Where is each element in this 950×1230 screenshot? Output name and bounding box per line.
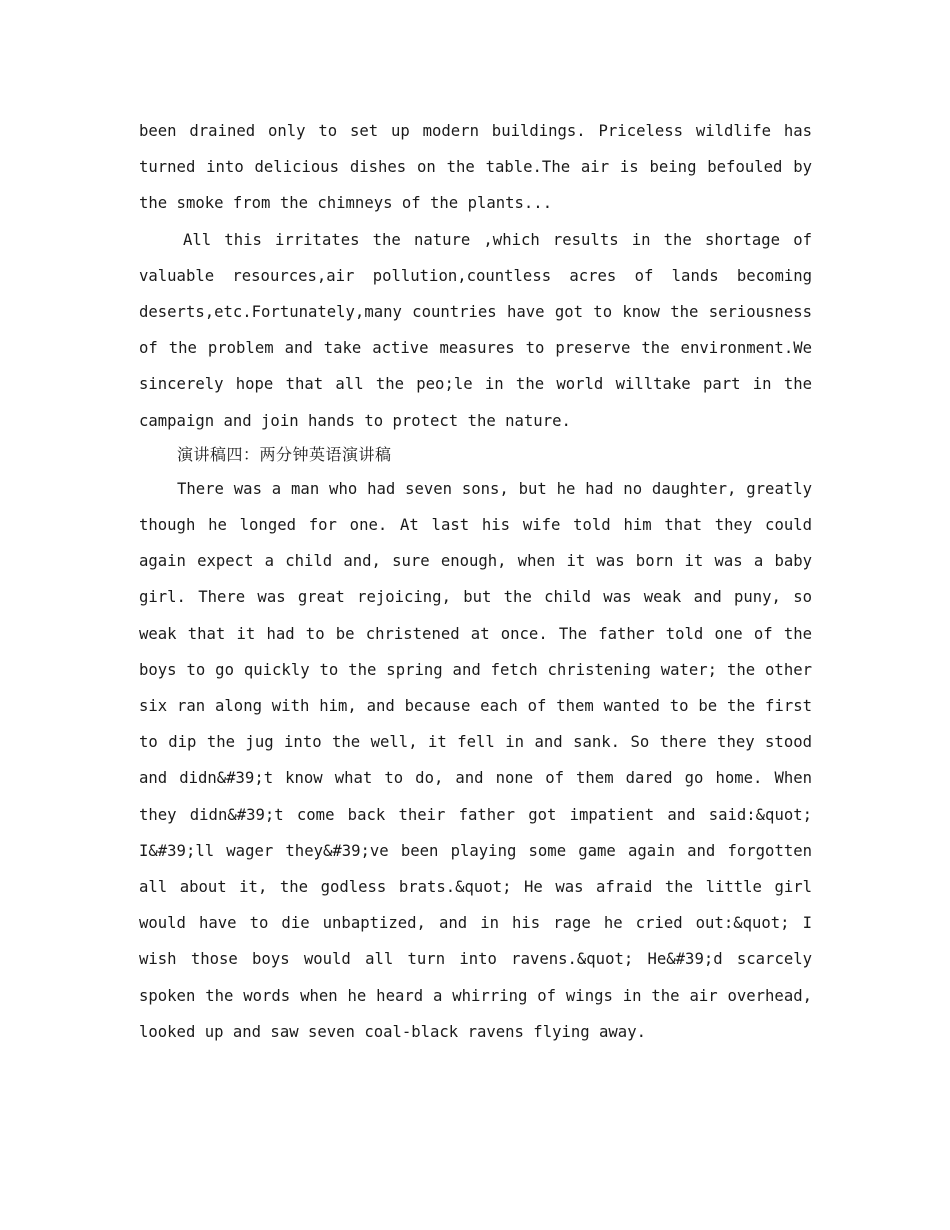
section-heading: 演讲稿四：两分钟英语演讲稿 <box>177 444 392 464</box>
paragraph-nature: All this irritates the nature ,which results in the shortage of valuable resources,air pollution,countless acres of lands becoming deserts,etc.Fortunately,many countries have got to know the seriousness of the problem and take active measures to preserve the environment.We sincerely hope that all the peo;le in the world willtake part in the campaign and join hands to protect the nature. <box>139 230 812 430</box>
paragraph-continuation: been drained only to set up modern buildings. Priceless wildlife has turned into delicious dishes on the table.The air is being befouled by the smoke from the chimneys of the plants... <box>139 122 812 213</box>
document-body <box>139 113 812 1050</box>
paragraph-seven-ravens: There was a man who had seven sons, but he had no daughter, greatly though he longed for one. At last his wife told him that they could again expect a child and, sure enough, when it was born it was a baby girl. There was great rejoicing, but the child was weak and puny, so weak that it had to be christened at once. The father told one of the boys to go quickly to the spring and fetch christening water; the other six ran along with him, and because each of them wanted to be the first to dip the jug into the well, it fell in and sank. So there they stood and didn&#39;t know what to do, and none of them dared go home. When they didn&#39;t come back their father got impatient and said:&quot; I&#39;ll wager they&#39;ve been playing some game again and forgotten all about it, the godless brats.&quot; He was afraid the little girl would have to die unbaptized, and in his rage he cried out:&quot; I wish those boys would all turn into ravens.&quot; He&#39;d scarcely spoken the words when he heard a whirring of wings in the air overhead, looked up and saw seven coal-black ravens flying away. <box>139 479 812 1041</box>
